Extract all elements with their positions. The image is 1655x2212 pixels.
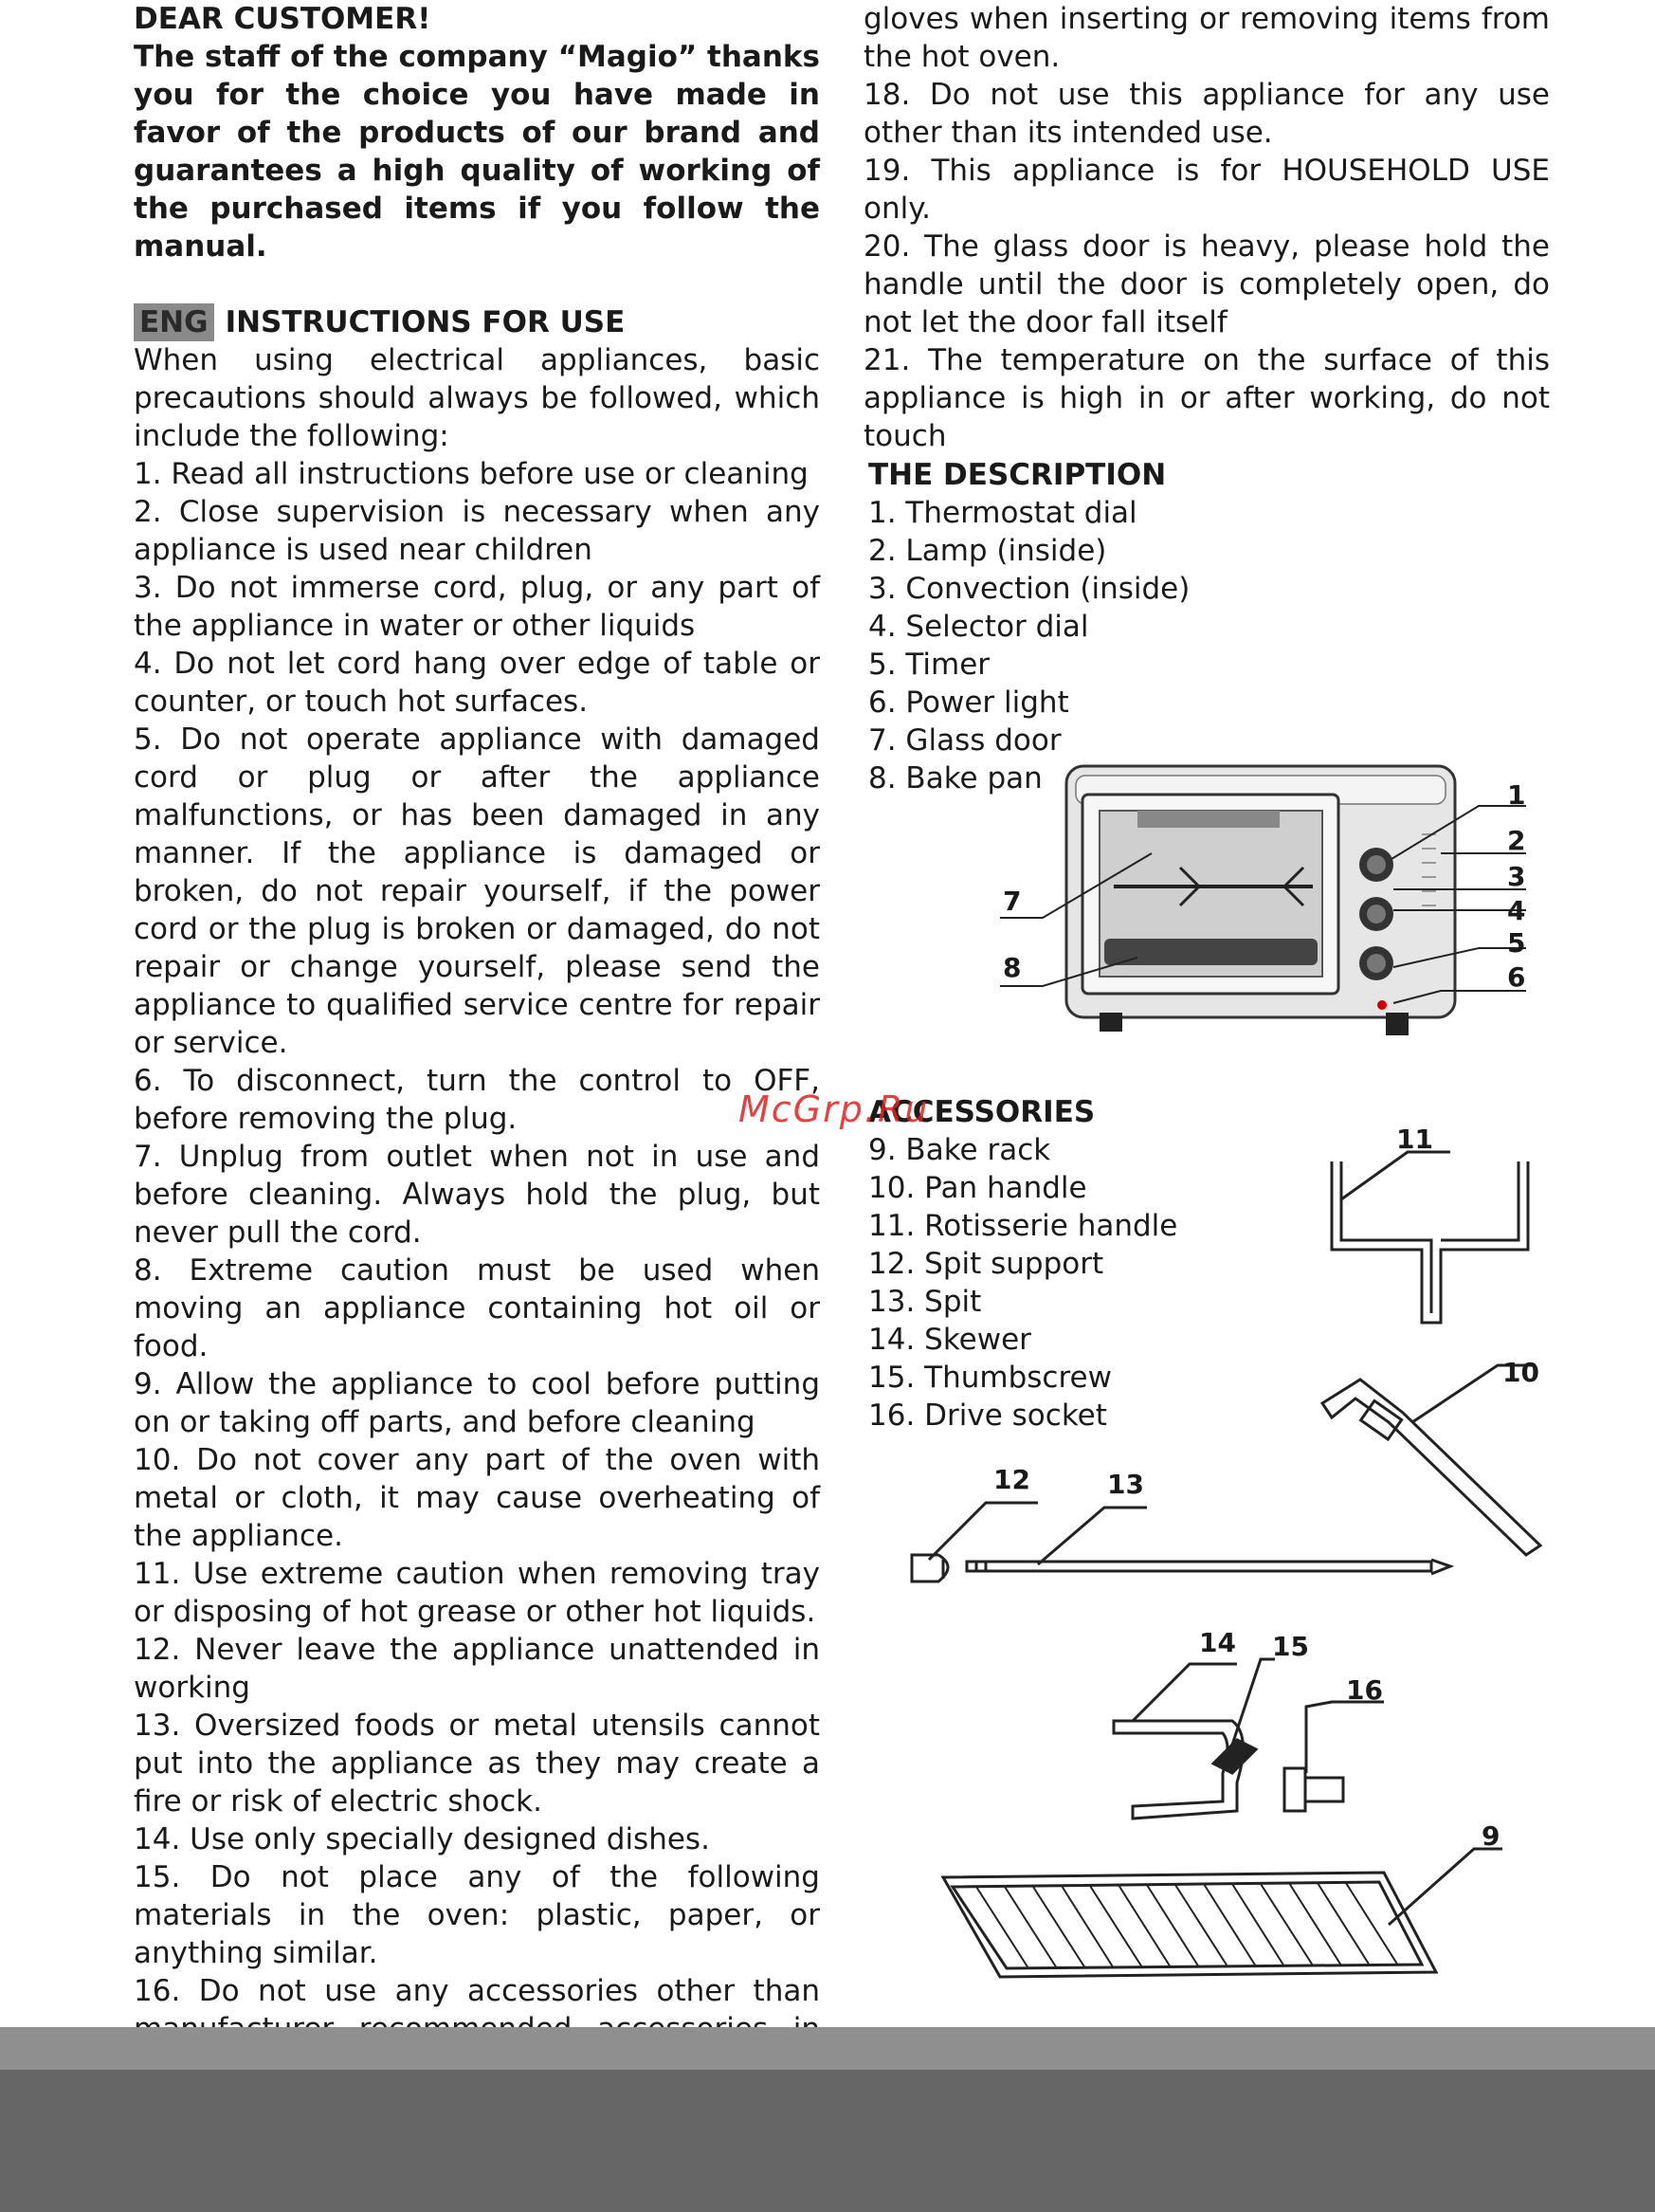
instruction-item-16: 16. Do not use any accessories other than <box>134 1974 820 2008</box>
accessory-item: 12. Spit support <box>868 1247 1104 1281</box>
instructions-intro: When using electrical appliances, basic precautions should always be followed, which include the following: <box>134 343 820 453</box>
description-item: 5. Timer <box>868 648 991 682</box>
accessory-item: 14. Skewer <box>868 1323 1031 1357</box>
accessory-item: 15. Thumbscrew <box>868 1361 1112 1395</box>
instruction-item-17-cont: gloves when inserting or removing items from the hot oven. <box>864 2 1550 74</box>
callout-15: 15 <box>1272 1631 1309 1662</box>
instruction-item-12: 12. Never leave the appliance unattended in working <box>134 1633 820 1705</box>
callout-5: 5 <box>1507 927 1526 959</box>
callout-11: 11 <box>1396 1124 1433 1155</box>
rotisserie-handle-illustration <box>1332 1152 1528 1323</box>
footer-band-dark <box>0 2070 1655 2212</box>
instruction-item-3: 3. Do not immerse cord, plug, or any part of the appliance in water or other liquids <box>134 571 820 643</box>
accessories-section <box>868 1093 1342 1435</box>
instruction-item-20: 20. The glass door is heavy, please hold the handle until the door is completely open, do not let the door fall itself <box>864 229 1550 339</box>
callout-2: 2 <box>1507 825 1526 856</box>
callout-6: 6 <box>1507 961 1526 993</box>
instruction-item-10: 10. Do not cover any part of the oven with metal or cloth, it may cause overheating of the appliance. <box>134 1443 820 1553</box>
instruction-item-6: 6. To disconnect, turn the control to OFF, before removing the plug. <box>134 1064 820 1136</box>
callout-10: 10 <box>1502 1357 1539 1388</box>
description-heading: THE DESCRIPTION <box>868 458 1167 492</box>
instruction-item-7: 7. Unplug from outlet when not in use and before cleaning. Always hold the plug, but never pull the cord. <box>134 1140 820 1250</box>
callout-14: 14 <box>1199 1627 1236 1658</box>
accessory-item: 10. Pan handle <box>868 1171 1087 1205</box>
pan-handle-illustration <box>1322 1365 1540 1555</box>
callout-1: 1 <box>1507 779 1526 811</box>
oven-callouts <box>1003 779 1525 993</box>
footer-band-light <box>0 2027 1655 2070</box>
callout-8: 8 <box>1003 952 1022 983</box>
instruction-item-9: 9. Allow the appliance to cool before putting on or taking off parts, and before cleaning <box>134 1367 820 1439</box>
instruction-item-1: 1. Read all instructions before use or cleaning <box>134 457 809 491</box>
description-list <box>868 494 1342 797</box>
description-item: 2. Lamp (inside) <box>868 534 1107 568</box>
instruction-item-14: 14. Use only specially designed dishes. <box>134 1822 710 1856</box>
description-item: 1. Thermostat dial <box>868 496 1137 530</box>
oven-illustration <box>1000 766 1526 1035</box>
accessory-item: 13. Spit <box>868 1285 982 1319</box>
description-item: 6. Power light <box>868 686 1069 720</box>
callout-7: 7 <box>1003 886 1022 917</box>
instruction-item-21: 21. The temperature on the surface of this appliance is high in or after working, do not touch <box>864 343 1550 453</box>
instruction-item-4: 4. Do not let cord hang over edge of table or counter, or touch hot surfaces. <box>134 647 820 719</box>
language-tag: ENG <box>134 303 214 341</box>
watermark: McGrp.Ru <box>738 1088 930 1130</box>
instruction-item-11: 11. Use extreme caution when removing tray or disposing of hot grease or other hot liquids. <box>134 1557 820 1629</box>
callout-4: 4 <box>1507 895 1526 926</box>
instruction-item-18: 18. Do not use this appliance for any use other than its intended use. <box>864 78 1550 150</box>
left-column <box>134 0 820 2124</box>
accessory-item: 9. Bake rack <box>868 1133 1051 1167</box>
callout-13: 13 <box>1107 1469 1144 1500</box>
description-item: 8. Bake pan <box>868 761 1043 795</box>
instructions-heading <box>134 303 820 341</box>
accessories-heading: ACCESSORIES <box>868 1095 1096 1129</box>
callout-9: 9 <box>1482 1820 1500 1852</box>
description-item: 3. Convection (inside) <box>868 572 1191 606</box>
instruction-item-19: 19. This appliance is for HOUSEHOLD USE only. <box>864 154 1550 226</box>
description-section <box>868 456 1342 797</box>
greeting-body: The staff of the company “Magio” thanks you for the choice you have made in favor of the products of our brand and guarantees a high quality of working of the purchased items if you follow the manual. <box>134 40 820 264</box>
accessory-item: 11. Rotisserie handle <box>868 1209 1178 1243</box>
instruction-item-13: 13. Oversized foods or metal utensils cannot put into the appliance as they may create a fire or risk of electric shock. <box>134 1709 820 1819</box>
greeting-title: DEAR CUSTOMER! <box>134 2 431 36</box>
bake-rack-illustration <box>943 1849 1502 1977</box>
callout-3: 3 <box>1507 861 1526 892</box>
instructions-title: INSTRUCTIONS FOR USE <box>225 305 626 339</box>
instruction-item-15: 15. Do not place any of the following materials in the oven: plastic, paper, or anything similar. <box>134 1860 820 1970</box>
instruction-item-2: 2. Close supervision is necessary when any appliance is used near children <box>134 495 820 567</box>
instruction-item-8: 8. Extreme caution must be used when moving an appliance containing hot oil or food. <box>134 1253 820 1363</box>
spit-illustration <box>912 1503 1450 1581</box>
callout-12: 12 <box>993 1464 1030 1495</box>
accessory-item: 16. Drive socket <box>868 1398 1107 1433</box>
description-item: 4. Selector dial <box>868 610 1089 644</box>
description-item: 7. Glass door <box>868 723 1062 758</box>
accessories-list <box>868 1131 1342 1435</box>
callout-16: 16 <box>1346 1674 1383 1706</box>
right-column <box>864 0 1550 455</box>
skewer-illustration <box>1114 1659 1384 1819</box>
instruction-item-5: 5. Do not operate appliance with damaged cord or plug or after the appliance malfunctions, or has been damaged in any manner. If the appliance is damaged or broken, do not repair yourself, if the power cord or the plug is broken or damaged, do not repair or change yourself, please send the appliance to qualified service centre for repair or service. <box>134 722 820 1060</box>
